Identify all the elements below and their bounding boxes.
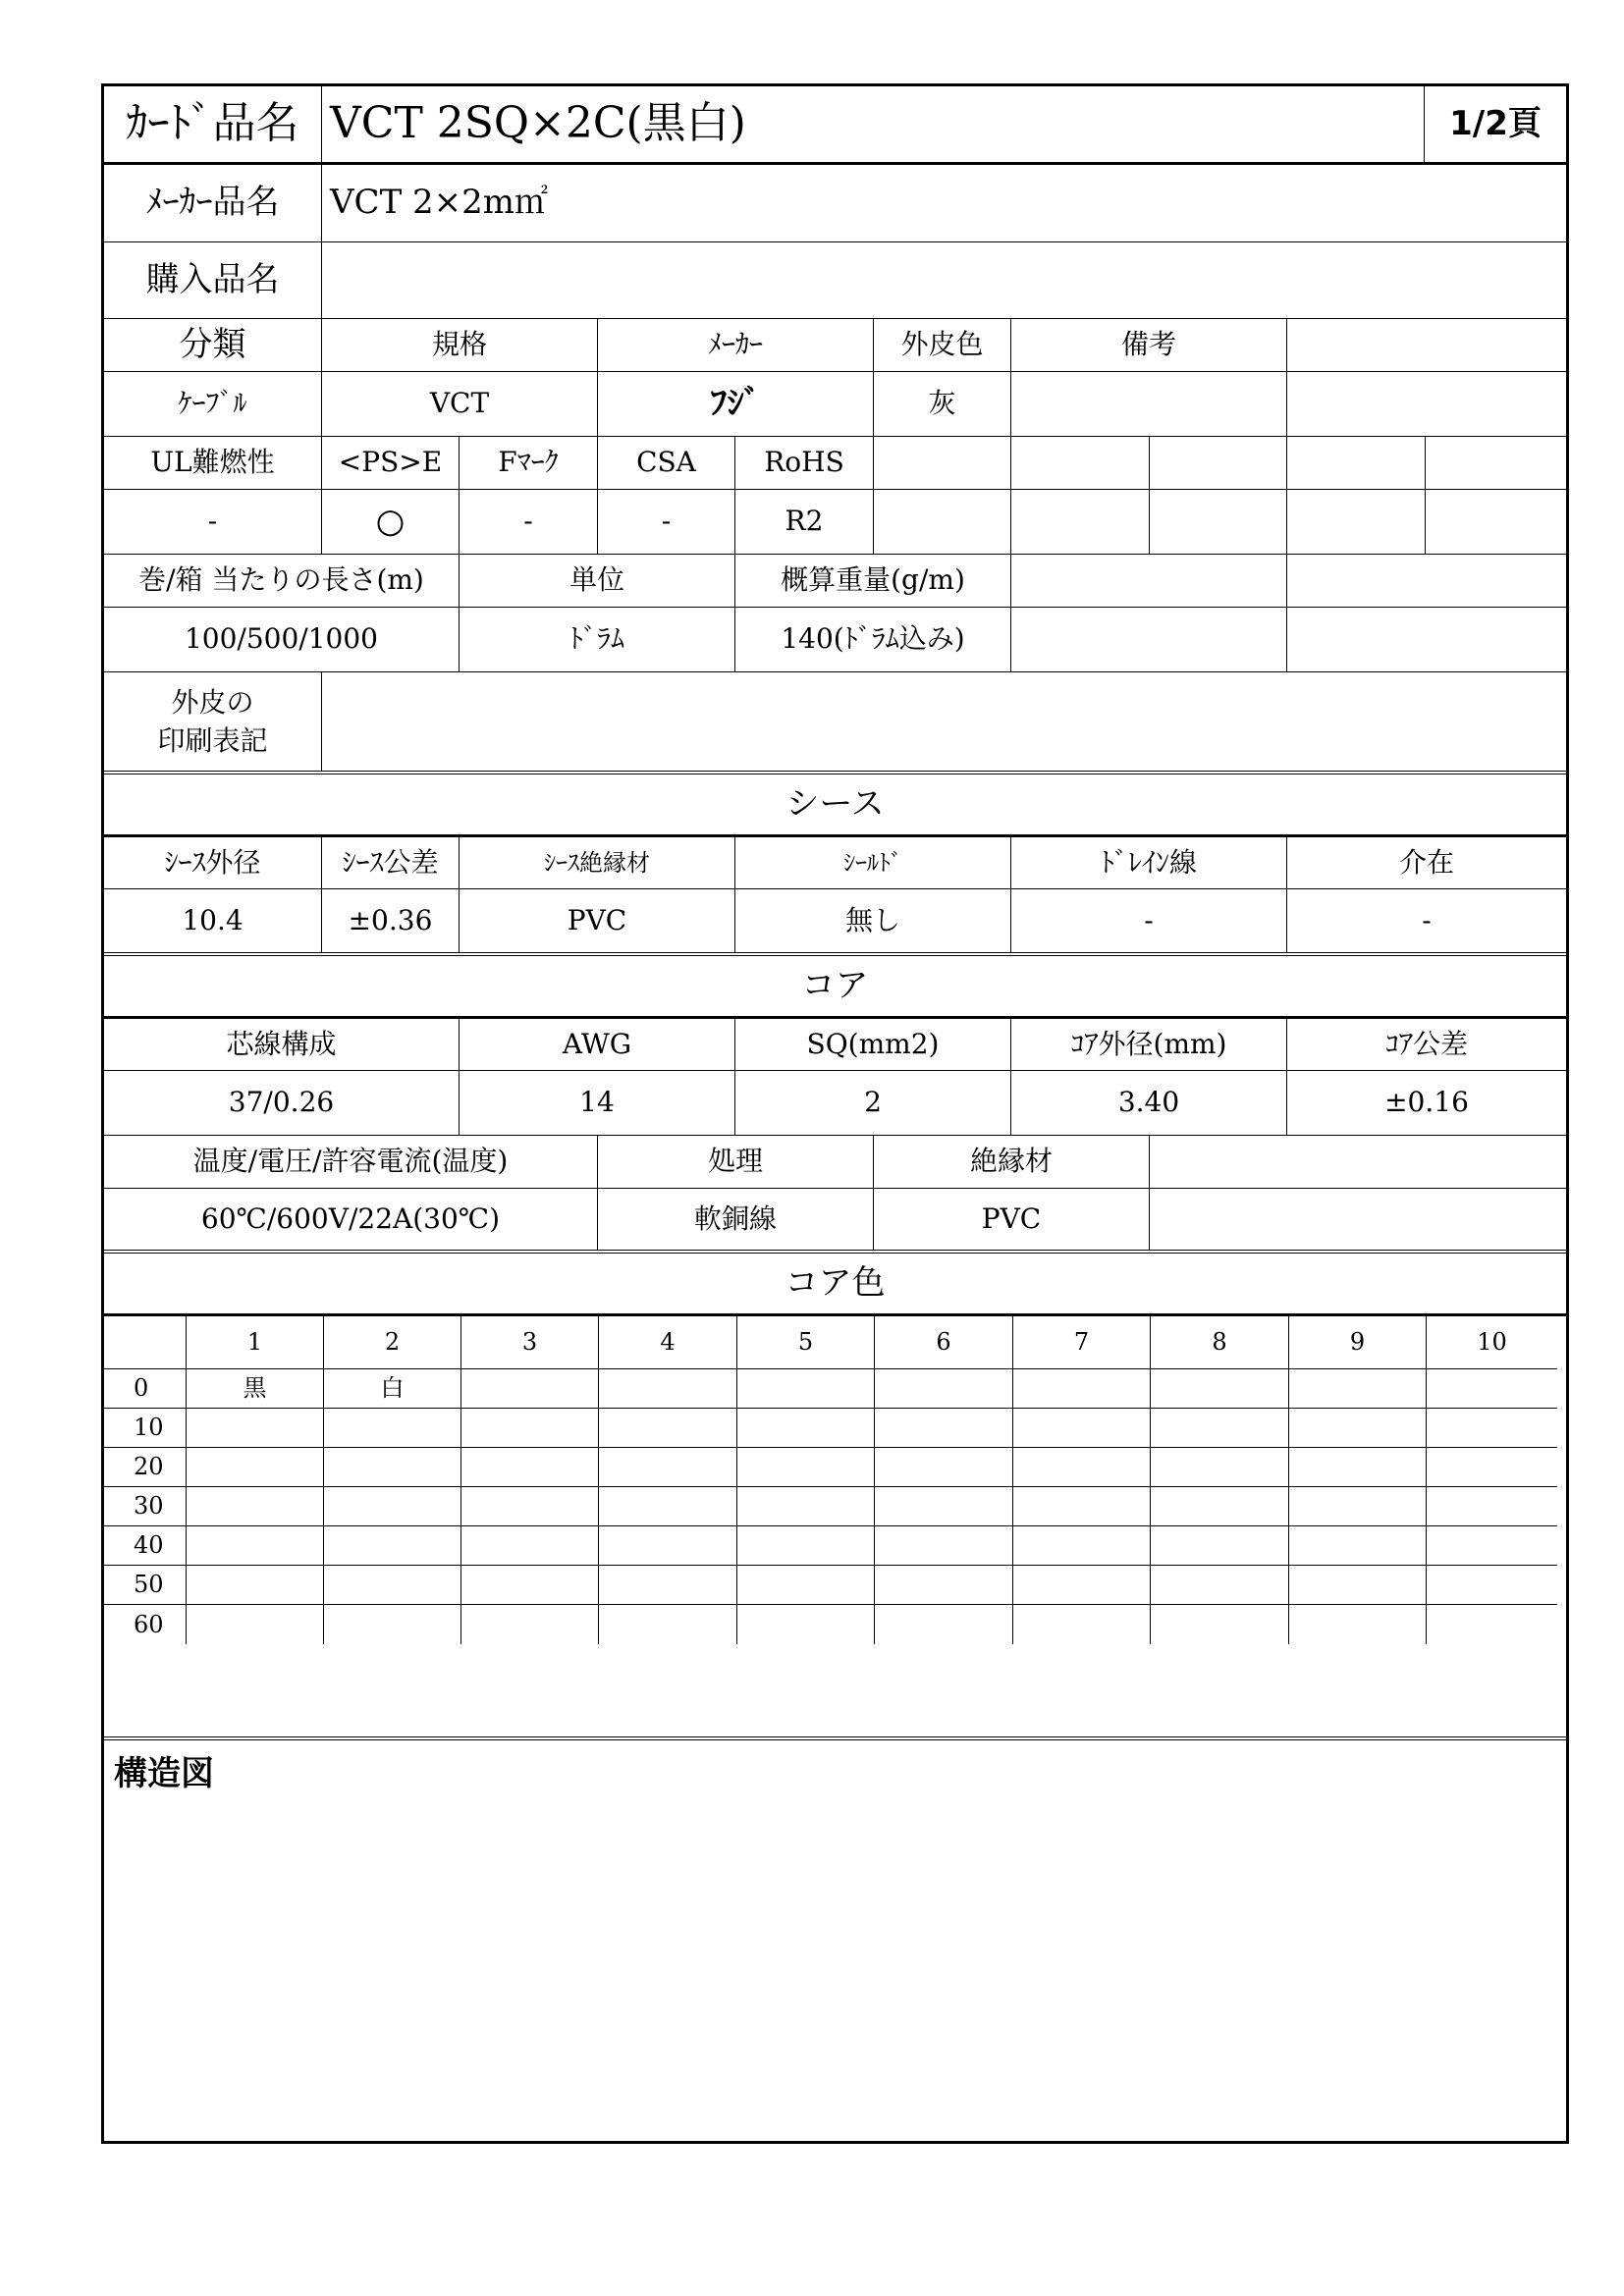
core-color-title-row [104,1254,1566,1316]
cert-value: - [460,490,598,554]
sheath-title: シース [785,783,885,824]
core-color-cell [1013,1605,1151,1644]
core-color-cell [737,1526,875,1566]
spec-value: ﾌｼﾞ [598,372,874,436]
core-color-header-cell: 10 [1427,1316,1557,1369]
sheath-header: ｼｰｽ絶縁材 [460,837,735,889]
core-color-cell [599,1566,737,1605]
core-color-cell [1289,1448,1427,1487]
core-color-cell [187,1409,324,1448]
core-color-cell [1013,1526,1151,1566]
sheath-value-row [104,889,1566,956]
core-color-header-cell [104,1316,187,1369]
cert-value: ○ [322,490,460,554]
cert-header [1426,437,1566,490]
core-color-cell [1151,1605,1289,1644]
sheath-header: ｼｰﾙﾄﾞ [735,837,1011,889]
core-header2 [1150,1136,1566,1189]
length-value: ﾄﾞﾗﾑ [460,608,735,671]
spec-value-row [104,372,1566,437]
core-color-cell: 10 [104,1409,187,1448]
core-header: AWG [460,1019,735,1071]
length-header: 単位 [460,555,735,608]
purchase-name-row [104,242,1566,319]
core-color-cell [1427,1566,1557,1605]
core-value: 3.40 [1011,1071,1287,1135]
sheath-header: ｼｰｽ公差 [322,837,460,889]
core-color-cell [1151,1487,1289,1526]
core-color-cell: 30 [104,1487,187,1526]
length-value [1011,608,1287,671]
core-color-cell [324,1526,461,1566]
cert-value-row [104,490,1566,555]
length-header: 概算重量(g/m) [735,555,1011,608]
core-color-cell [1013,1566,1151,1605]
cert-header [1011,437,1150,490]
cert-header [874,437,1011,490]
core-color-cell [1013,1487,1151,1526]
core-color-row [104,1566,1566,1605]
core-color-cell [1289,1487,1427,1526]
maker-name-label: ﾒｰｶｰ品名 [104,165,322,241]
maker-name-row [104,165,1566,242]
core-color-header-row [104,1316,1566,1369]
core-header2: 絶縁材 [874,1136,1150,1189]
cert-header: Fﾏｰｸ [460,437,598,490]
print-value [322,672,1566,771]
card-name-value: VCT 2SQ×2C(黒白) [322,86,1425,162]
core-value: 14 [460,1071,735,1135]
core-color-cell [1151,1409,1289,1448]
core-color-cell [599,1369,737,1409]
structure-diagram-area [104,1740,1566,2141]
core-title-row [104,956,1566,1019]
core-color-cell [737,1605,875,1644]
core-value2 [1150,1189,1566,1250]
print-label-line2: 印刷表記 [157,724,268,757]
length-header [1011,555,1287,608]
core-color-cell [737,1369,875,1409]
core-color-cell [1013,1369,1151,1409]
core-value: ±0.16 [1384,1086,1469,1119]
core-header2: 処理 [598,1136,874,1189]
core-color-row [104,1487,1566,1526]
sheath-title-row [104,774,1566,837]
core-color-cell: 白 [324,1369,461,1409]
spec-header: 規格 [322,319,598,372]
core-color-cell [187,1448,324,1487]
core-color-cell [737,1448,875,1487]
core-color-cell [875,1448,1013,1487]
core-color-cell [737,1566,875,1605]
core-color-cell: 0 [104,1369,187,1409]
cert-value [1426,490,1566,554]
cert-value: - [104,490,322,554]
core-color-cell [1013,1409,1151,1448]
core-color-cell [1289,1409,1427,1448]
spec-value [1287,372,1566,436]
cert-header: <PS>E [322,437,460,490]
core-color-cell [461,1526,599,1566]
spec-value: ｹｰﾌﾞﾙ [104,372,322,436]
spec-header: 分類 [104,319,322,372]
core-color-header-cell: 6 [875,1316,1013,1369]
sheath-header: 介在 [1287,837,1566,889]
core-color-cell [324,1448,461,1487]
core-color-row [104,1605,1566,1644]
card-name-row [104,86,1566,165]
cert-header [1150,437,1287,490]
sheath-value: ±0.36 [322,889,460,952]
core-color-cell [599,1526,737,1566]
core-title: コア [801,965,869,1005]
core-color-cell [875,1409,1013,1448]
core-value: 2 [735,1071,1011,1135]
core-color-row [104,1409,1566,1448]
core-color-cell [187,1605,324,1644]
core-color-cell [1427,1487,1557,1526]
core-color-header-cell: 7 [1013,1316,1151,1369]
core-color-cell: 40 [104,1526,187,1566]
sheath-value: - [1011,889,1287,952]
maker-name-value: VCT 2×2m㎡ [330,183,549,223]
core-color-cell [599,1605,737,1644]
cert-value [1011,490,1150,554]
core-color-header-cell: 2 [324,1316,461,1369]
core-color-cell [875,1369,1013,1409]
cert-value [1150,490,1287,554]
length-header-row [104,555,1566,608]
core-color-cell [461,1566,599,1605]
length-value-row [104,608,1566,672]
core-value2: 軟銅線 [598,1189,874,1250]
core-value2: PVC [874,1189,1150,1250]
core-header: ｺｱ公差 [1287,1019,1566,1071]
core-color-cell: 50 [104,1566,187,1605]
length-value: 100/500/1000 [104,608,460,671]
core-color-cell [1289,1369,1427,1409]
core-color-cell [599,1487,737,1526]
core-color-title: コア色 [785,1262,886,1303]
core-color-cell [461,1369,599,1409]
sheath-value: 10.4 [104,889,322,952]
length-header [1287,555,1566,608]
core-header: 芯線構成 [104,1019,460,1071]
sheath-header: ｼｰｽ外径 [104,837,322,889]
core-color-cell [737,1409,875,1448]
core-color-cell [324,1409,461,1448]
core-header2-row [104,1136,1566,1189]
core-color-cell [1427,1605,1557,1644]
cert-value: R2 [735,490,874,554]
print-label-line1: 外皮の [171,685,254,719]
core-color-cell [1427,1448,1557,1487]
core-color-header-cell: 1 [187,1316,324,1369]
core-color-cell [461,1409,599,1448]
cert-header: UL難燃性 [104,437,322,490]
sheath-value: 無し [735,889,1011,952]
core-color-cell [187,1526,324,1566]
core-color-row [104,1448,1566,1487]
sheath-header: ﾄﾞﾚｲﾝ線 [1011,837,1287,889]
core-color-cell [461,1448,599,1487]
length-value [1287,608,1566,671]
core-color-cell [1151,1566,1289,1605]
print-label [104,672,322,771]
length-value: 140(ﾄﾞﾗﾑ込み) [735,608,1011,671]
core-header: ｺｱ外径(mm) [1011,1019,1287,1071]
spec-header-row [104,319,1566,372]
purchase-name-label: 購入品名 [104,242,322,318]
core-color-cell [599,1409,737,1448]
core-color-cell [324,1566,461,1605]
core-color-cell [875,1487,1013,1526]
core-color-cell [324,1487,461,1526]
core-value-row [104,1071,1566,1136]
core-color-header-cell: 9 [1289,1316,1427,1369]
core-color-cell [1427,1409,1557,1448]
core-color-cell [875,1605,1013,1644]
core-color-table [104,1316,1566,1740]
sheath-header-row [104,837,1566,889]
core-color-row [104,1369,1566,1409]
core-header: SQ(mm2) [735,1019,1011,1071]
page-number: 1/2頁 [1449,103,1542,143]
spec-header: ﾒｰｶｰ [598,319,874,372]
core-color-cell [187,1487,324,1526]
card-name-label: ｶｰﾄﾞ品名 [104,86,322,162]
core-color-header-cell: 8 [1151,1316,1289,1369]
core-color-cell [1151,1369,1289,1409]
structure-diagram-title: 構造図 [114,1754,214,1793]
print-row [104,672,1566,774]
core-color-row [104,1526,1566,1566]
core-color-cell [1151,1448,1289,1487]
core-color-header-cell: 5 [737,1316,875,1369]
spec-value: VCT [322,372,598,436]
core-color-cell: 60 [104,1605,187,1644]
core-color-cell [1427,1526,1557,1566]
spec-header: 外皮色 [874,319,1011,372]
core-color-cell [875,1526,1013,1566]
sheath-value: - [1422,903,1432,936]
core-value2-row [104,1189,1566,1254]
cert-header-row [104,437,1566,490]
spec-value [1011,372,1287,436]
core-header-row [104,1019,1566,1071]
core-color-cell: 黒 [187,1369,324,1409]
cable-spec-sheet [101,83,1569,2144]
core-color-cell [1427,1369,1557,1409]
core-color-cell [324,1605,461,1644]
core-color-cell [1289,1526,1427,1566]
core-value2: 60℃/600V/22A(30℃) [104,1189,598,1250]
core-color-header-cell: 3 [461,1316,599,1369]
core-color-cell [875,1566,1013,1605]
cert-value [1287,490,1426,554]
core-color-cell [187,1566,324,1605]
core-color-cell [1289,1566,1427,1605]
core-color-cell [461,1605,599,1644]
spec-header [1287,319,1566,372]
cert-value: - [598,490,735,554]
core-header2: 温度/電圧/許容電流(温度) [104,1136,598,1189]
core-color-cell [1151,1526,1289,1566]
spec-value: 灰 [874,372,1011,436]
cert-header [1287,437,1426,490]
purchase-name-value [322,242,1566,318]
cert-header: RoHS [735,437,874,490]
core-value: 37/0.26 [104,1071,460,1135]
core-color-header-cell: 4 [599,1316,737,1369]
length-header: 巻/箱 当たりの長さ(m) [104,555,460,608]
cert-header: CSA [598,437,735,490]
spec-header: 備考 [1011,319,1287,372]
cert-value [874,490,1011,554]
core-color-cell: 20 [104,1448,187,1487]
sheath-value: PVC [460,889,735,952]
core-color-cell [1289,1605,1427,1644]
core-color-cell [1013,1448,1151,1487]
core-color-cell [737,1487,875,1526]
core-color-cell [461,1487,599,1526]
core-color-cell [599,1448,737,1487]
